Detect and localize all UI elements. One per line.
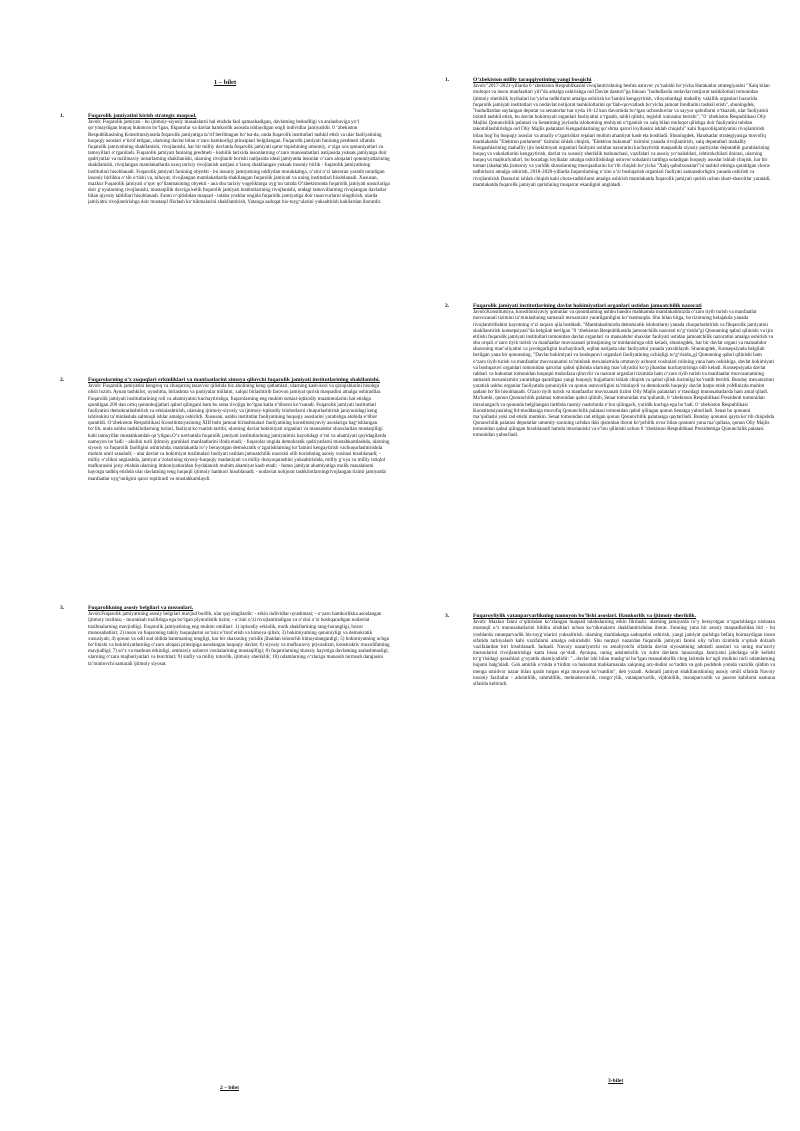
question-title: Fuqarolikning asosiy belgilari va mezonlari. <box>88 605 194 611</box>
question-answer: Javob: Mazkur fanni o‘qitishdan ko‘zlangan maqsad talabalarning erkin fikrlashi. ularning jamiyatda ro‘y berayotgan o‘zgarishlarga nisbatan mustaqil o‘z munosabatlarini bildira olishlari uchun ko‘nikmalarni shakllantirishdan iborat. Fanning yana bir asosiy maqsadlaridan biri - bu yoshlarda vatanparvarlik his-tuyg‘ularini yuksaltirish. ularning mamlakatga sadoqatini oshirish, yangi jamiyat qurishga befarq boimaydigan inson sifatida tarbiyalash kabi vazifalarni amalga oshirishdir. Shu nuqtayi nazardan fuqarolik jamiyati fanini oliy ta'lim tizimida o‘qitish dolzarb vazifalardan biri hisoblanadi. Iadsadi. Navoiy nazariyotchi va amaliyotchi sifatida davlat siyosatining adolatli asoslari va uning ma’naviy mezonlarini rivojlantirishga katta hissa qo‘shdi. Ayniqsa, uning adolatsizlik va zulm davlatni tanazzulga Jamiyatni jaholatga olib kelishi to‘g‘risidagi qarashlari g‘oyatda ahamiyatlidir: "...davlat ishi bilan mashg‘ul bo‘lgan mansabdorlik chog larimda ko‘ngil mulkini turli odamlarning hujumi balg'aladi. Goh amirlik o‘mida o‘tirdim va hukumat mahkamasida xalqning arz-dodini so‘radim va goh podshoh yonida vazirlik qildim va menga umidvor nazar bilan qarab turgan elga muruwat ko‘rsatdim", deb yozadi. Adolatli jamiyat shakllanishining asosiy omili sifatida Navoiy insoniy fazilatlar - adolatlilik, rahmdillik, mehnatsevarlik, rostgo‘ylik, vatanparvarlik, vijdonlilik, insonparvarlik va jasorat kabilarni namuna sifatida keltiradi. <box>473 619 775 687</box>
question-number: 2. <box>445 303 450 309</box>
question-title: Fuqaroyliylik vatanparvarlikning namoyon bo‘lishi asoslari. Hamkorlik va ijtimoiy sheriklik. <box>473 613 697 619</box>
bilet-label-3: 3-bilet <box>608 1078 624 1084</box>
question-title: Fuqarolik jamiyatini kirish strategic maqsad. <box>88 113 197 119</box>
question-number: 3. <box>445 613 450 619</box>
right-column <box>445 0 775 1131</box>
question-title: O‘zbekiston milliy taraqqiyotining yangi bosqichi <box>473 77 592 83</box>
question-number: 1. <box>60 113 65 119</box>
left-column <box>60 0 390 1131</box>
left-question-2 <box>60 377 390 601</box>
question-title: Fuqarolik jamiyati institutlarining davlat hokimiyatlari organlari ustidan jamoatchilik nazorati <box>473 303 702 309</box>
question-answer: Javob:Konstitutsiya, konstitutsiyaviy qonunlar va qonunlarning ushbu bandni mahkamda mamlakatimizda o‘zaro tiyib turish va manfaatlar muvozanati tizimini ta’minlashning samarali mexanizmi yaratilganligini ko‘rsatmoqda. Shu bilan birga, bu tizimning kelajakda yanada rivojlantirilishini hayotning o‘zi taqozo qila boshladi. "Mamlakatimizda demokratik islohotlarni yanada chuqurlashtirish va fikqarolik jamiyatini shakllantirish konsepsiyasi"da belgilab berilgan "0 ‘zbekiston Respublikasida jamoatchilik nazorati to‘g‘risida"gi Qonunning qabul qilinishi va ijro etilishi fuqarolik jamiyati institutlari tomonidan davlat organlari va mansabdor shaxslar faoliyati ustidan jamoatchilik nazoratini amalga oshirish va shu orqali o‘zaro tiyib turish va manfaatlar muvozanati prinsipining ta’minlanishiga olib keladi, shuningdek, har bir davlat organi va mansabdor shaxsning mas’uliyatini va javobgarligini kuchaytiradi, oqibat natijada ular faoliyatini yanada yaxshilaydi. Shuningdek, Konsepsiyada belgilab berilgan yana bir qonunning, "Davlat hokimiyati va boshqaruvi organlari faoliyatining ochiqligi to‘g‘risida„gi Qonunning qabul qilinishi ham o‘zaro tiyib turish va manfaatlar muvozanatini ta’minlash mexanizmida ommaviy axborot vositalari rolining yana ham oshishiga, davlat hokimiyati va boshqaruvi organlari tomonidan qarorlar qabul qilishda ularning mas’uliyatini ko‘p jihatdan kuchaytirishga olib keladi. Konsepsiyada davlat rahbari va hukumat tomonidan huquqni muhofaza qiluvchi va nazorat organlari tizimida ham o‘zaro tiyib turish va manfaatlar muvozanatining samarali mexanizmini yaratishga qaratilgan yangi huquqiy hujjatlarni ishlab chiqish va qabul qilish lozimligi ko‘rsatib berildi. Bunday mexanizmni yaratish ushbu organlar faoliyatida qonuniylik va qonun ustuvorligini ta’minlaydi va demokratik huquqiy davlat barpo etish yoMinizda muhim qadam bo‘lib hisoblanadi. O'zaro tiyib turish va manfaatlar muvozanati tizimi Oliy Majlis palatalari o‘rtasidagi munosabatlarda ham amal qiladi. Ma'lumki, qonun Qonunchilik palatasi tomonidan qabul qilinib, Senat tomonidan ma’qullanib, 0 ‘zbekiston Respublikasi Prezidenti tomonidan imzolangach va qonunda belgilangan tartibda rasmiy nashrlarda e’lon qilingach, yuridik kuchga ega bo‘ladi. 0 ‘zbekiston Respublikasi Konstitutsiyasining 84-moddasiga muvofiq Qonunchilik palatasi tomonidan qabul qilingan qonun Senatga yuboriladi. Senat bu qonunni ma’qullashi yoki rad etishi mumkin. Senat tomonidan rad etilgan qonun Qonunchilik palatasiga qaytariladi. Bunday qonunni qayta ko‘rib chiqishda Qonunchilik palatasi deputatlar umumiy sonining uchdan ikki qismidan iborat ko‘pchilik ovoz bilan qonunni yana ma’qullasa, qonun Oliy Majlis tomonidan qabul qilingan hisoblanadi hamda imzolanishi va e’lon qilinishi uchun 0 ‘zbekiston Respublikasi Prezidentiga Qonunchilik palatasi tomonidan yuboriladi. <box>473 309 775 439</box>
question-title: Fuqarolarning o‘z xuquqlari erkinliklari va manfaatlarini ximoya qiluvchi fuqarolik jamiyati institutlarining shakllanishi. <box>88 377 380 383</box>
question-answer: Javob:"2017-2021-yillarda 0 ‘zbekiston Respublikasini rivojlantirishning beshta ustuvor yo‘nalishi bo‘yicha Harakatlar strategiyasini "Xalq bilan muloqot va inson manfaatlari yili"da amalga oshirishga oid Davlat dasturi"ga binoan "hududlarda nodavlat notijorat tashkilotlari tomonidan ijtimoiy sheriklik loyihalari bo‘yicha tadbirlarni amalga oshirish ko‘lamini kengaytirish, viloyatlardagi mahalliy vakillik organlari huzurida fuqarolik jamiyati institutlari va nodavlat notijorat tashkilotlarini qo‘llab-quvvatlash bo‘yicha jamoat fondlarini tashkil etish", shuningdek, "hududlardan saylangan deputat va senatorlar har oyda 10-12 kun davomida bo‘lgan uchrashuvlar va sayyor qabullarni o‘tkazish, ular faoliyatini tizimli tashkil etish, bu davlat hokimiyati organlari faoliyatini o‘rganib, tahlil qilishi, tegishli xulosalar berishi", "0 ‘zbekiston Respublikasi Oliy Majlisi Qonunchilik palatasi va Senatining joylarda islohotning mohiyati o‘rganish va xalq bilan muloqot qilishga doir faoliyatini tubdan takomillashtirishga oid Oliy Majlis palatalari Kengashlarining qo‘shma qarori loyihasini ishlab chiqishi" kabi fuqarolikjamiyatini rivojlantirish bilan bog‘liq huquqiy asoslar va amaliy o‘zgarishlar rejalari muhim ahamiyat kasb eta boshladi. Shuningdek, Harakatlar strategiyasiga muvofiq mamlakatda "Elektron parlament" tizimini ishlab chiqish, "Elektron hukumat" tizimini yanada rivojlantirish, xalq deputatlari mahalliy Kengashlarining mahalliy ijro hokimiyati organlari faoliyati ustidan nazoratini kuchaytirish maqsadida siyosiy partiyalar deputatlik guruhlarining huquq va vakolatlarini kengaytirish, davlat va xususiy sheriklik tushunchasi, vazifalari va asosiy yo‘nalishlari, ishtirokchilari doirasi, ularning huquq va majburiyatlari, bu boradagi loyihalar amalga oshirilishidagi ustuvor sohalarni tartibga soladigan huquqiy asoslar ishlab chiqish, har bir tuman (shahar)da jismoniy va yuridik shaxslarning murojaatlarini ko‘rib chiqish bo‘yicha "Xalq qabulxonalari"ni tashkil etishga qaratilgan chora-tadbirlarni amalga oshirish, 2018-2020-yillarda fuqarolarning o‘zini o‘zi boshqarish organlari faoliyati samaradorligini yanada oshirish va rivojlantirish Dasturini ishlab chiqish kabi chora-tadbirlarni amalga oshirish mamlakatda fuqarolik jamiyati qurish uchun shart-sharoitlar yaratadi, mamlakatda fuqarolik jamiyati qurishning muqarrar ekanligini anglatadi. <box>473 83 771 188</box>
right-question-1 <box>445 77 775 311</box>
question-number: 3. <box>60 605 65 611</box>
question-answer: Javob:Fuqarolik jamiyatining asosiy belgilari mavjud bo4lib, ular quyidagilardir: - erkin individlar uyushmasi; - o‘zaro hamkorlikka asoslangan ijtimoiy tuzilma; - murakkab tuzilishga ega bo‘lgan plyuralistik tizim; - o‘zini o‘zi rivojlantiradigan va o‘zini o‘zi boshqaradigan nodavlat tuzilmalarning mavjudligi. Fuqarolik jamiyatining eng muhim omillari: 1) iqtisodiy erkinlik, mulk shakllarining rang-barangligi, bozor munosabatlari; 2) inson va fuqaroning tabiiy huquqlarini so‘zsiz e’tirof etish va himoya qilish; 3) hokimiyatning qonuniyligi va demokratik xususiyati; 4) qonun va odil sud oldida hammaning tengligi, har bir shaxsning yuridik jihatdan ishonchli himoyalanganligi; 5) hokimiyatning uchga bo‘linishi va hokimiyatlarning o‘zaro aloqasi prinsipiga asoslangan huquqiy davlat; 6) siyosiy va mafkuraviy plyuralizm, konstruktiv muxolifatning mavjudligi; 7) so‘z va matbuot erkinligi, ommaviy axborot vositalarining mustaqilligi; 8) fuqarolarning shaxsiy hayotiga davlatning aralashmasligi, ularning o‘zaro majburiyatlari va burchlari; 9) sinfiy va milliy totuvlik, ijtimoiy sheriklik; 10) odamlarning o‘zlariga munosib turmush darajasini ta’minlovchi samarali ijtimoiy siyosat. <box>88 611 390 667</box>
bilet-label-2: 2 – bilet <box>220 1085 239 1091</box>
right-question-3 <box>445 613 775 729</box>
question-answer: Javob: Fuqarolik jamiyati - bu ijtimoiy-siyosiy masalalarni hal etishda faol qatnashadigan, davlatning bedodlligi va aralashuviga yo‘l qo‘ymaydigan huquq hukmron bo‘lgan, fikparolar va davlat hamkorlik asosida ishlaydigan ongli individlar jamiyatidir. 0 ‘zbekiston Respublikasining Konstitutsiyasida fuqarolik jamiyatiga ta’rif berilmagan bo‘lsa-da, unda fuqarolik institutlari tashkil etish va ular faoliyatining huquqiy asoslari e’tirof etilgan, ularning davlat bilan o‘zaro hamkorligi prinsiplari belgilangan. Fuqarolik jamiyati fanining predmeti sifatida fuqarolik jamiyatining shakllanishi, rivojlanishi, har bir milliy davlatda fuqarolik jamiyati qaror topishining umumiy, o‘ziga xos qonuniyatlari va tamoyillari o‘rganiladi. Fuqarolik jamiyati fanining predmeti - kishilik tarixida insonlarning o‘zaro munosabatlari natijasida yuksak jamiyatga doir qadriyatlar va tuzilmaviy unsurlarning shakllanishi, ularning rivojlanib borishi natijasida ideal jamiyatda insonlar o‘zaro aloqalari qonuniyatlarining shakllanishi, rivojlangan mamlakatlarda uzoq tarixiy rivojlanish natijasi o‘laroq shakllangan yuksak insoniy birlik - fuqarolik jamiyatining institutlari hisoblanadi. Fuqarolik jamiyati fanining obyekti - bu insoniy jamiyatning oddiydan murakkabga, o‘zini o‘zi takroran yaratib turadigan insoniy birlikka o‘sib o‘tishi va, nihoyat, rivojlangan mamlakatlarda shakllangan fuqarolik jamiyati va uning institutlari hisoblanadi. Xususan, mazkur Fuqarolik jamiyati o‘quv qo‘llanmasining obyekti - ana shu tarixiy vogeliklarga uyg‘un tarzda O‘zbekistonda fuqarolik jamiyati unsurlariga doir g‘oyalarning rivojlanishi, mustaqillik davriga kelib fuqarolik jamiyati institutlarining rivojlanishi, undagi tamovillarning rivojlangan davlatlar bilan qiyosiy tahlillari hisoblanadi. Fanni o‘qitishdan maqsad - talaba yoshlar ongida fuqarolik jamiyatiga doir tasavvurlarni singdirish, ularda jamiyatni rivojlantirishga doir mustaqil fikrlash ko‘nikmalarini shakllantirish, Vatanga sadoqat his-tuyg‘ularini yuksaltirish kabilardan iboratdir. <box>88 119 390 206</box>
question-number: 2. <box>60 377 65 383</box>
question-answer: Javob: Fuqarolik jamiyatini kengroq va chuqurroq tasavvur qilishda biz aholining keng qatlamlari, ularning kasb-kori va qiziqishlarini hisobga olish lozim. Aynan tashkilot, uyushma, birlashma va partiyalar millatni, xalqni birlashtirib farovon jamiyat qurish maqsadini amalga oshiradilar. Fuqarolik jamiyati institutlarining roli va ahamiyatini kuchaytirishga, fuqarolarning eng muhim sotsial-iqtisodiy muammolarini hal etishga qaratilgan 200 dan ortiq qonunhujjatlari qabul qilingani ham bu soha rivojiga bo‘lgan katta e’tiborni ko‘rsatadi. Fuqarolik jamiyati institutlari faoliyatini demokratlashtirish va erkinlashtirish, ularning ijtimoiy-siyosiy va ijtimoiy-iqtisodiy islohotlarni chuqurlashtirish jarayonidagi keng ishtirokini ta’minlashda salmoqli ishlar amalga oshirildi. Xususan, ushbu institutlar faoliyatining huquqiy asoslarini yaratishga alohida e’tibor qaratildi. O‘zbekiston Respublikasi Konstitutsiyasining XIII bobi jamoat birlashmalari faoliyatining konstitutsiyaviy asoslariga bag‘ishlangan bo‘lib, unda ushbu tashkilotlarning turlari, faoliyat ko‘rsatish tartibi, ularning davlat hokimiyati organlari va mansabdor shaxslardan mustaqilligi kabi tamoyillar mustahkamlab qo‘yilgan.O‘z navbatida fuqarolik jamiyati institutlarining jamiyatimiz hayotidagi o‘rni va ahamiyati quyidagilarda namoyon bo‘ladi: - aholini turli ijtimoiy guruhlari manfaatlarini ifoda etadi; - fuqarolar ongida demokratik qadriyatlarni mustahkamlashda, ularning siyosiy va fuqarolik faolligini oshirishda, mamlakatda ro‘y berayotgan demokratik o‘zgarishlarning ko‘lamini kengaytirish vachuqurlashtirishda muhim omil sanaladi; - ular davlat va hokimiyat tuzilmalari faoliyati ustidan jamoatchilik nazorati olib borishning asosiy vositasi hisoblanadi; - milliy o‘zlikni anglashda, jamiyat a’zolarining siyosiy-huquqiy madaniyati va milliy dunyoqarashini yuksaltirishda, milliy g‘oya va milliy istiqlol mafkurasini joriy etishda ularning imkoniyatlaridan foydalanish muhim ahamiyat kasb etadi; - butun jamiyat ahamiyatiga molik masalalarni hayotga tadbiq etishda ular davlatning teng huquqli ijtimoiy hamkori hisoblanadi; - nodavlat notijorat tashkilotlarningrivojlangan tizimi jamiyatda manfaatlar uyg‘unligini qaror topitiradi va mustahkamlaydi. <box>88 383 390 482</box>
bilet-heading-1: 1 – bilet <box>213 79 237 86</box>
right-question-2 <box>445 303 775 611</box>
left-question-1 <box>60 113 390 377</box>
left-question-3 <box>60 605 390 741</box>
question-number: 1. <box>445 77 450 83</box>
